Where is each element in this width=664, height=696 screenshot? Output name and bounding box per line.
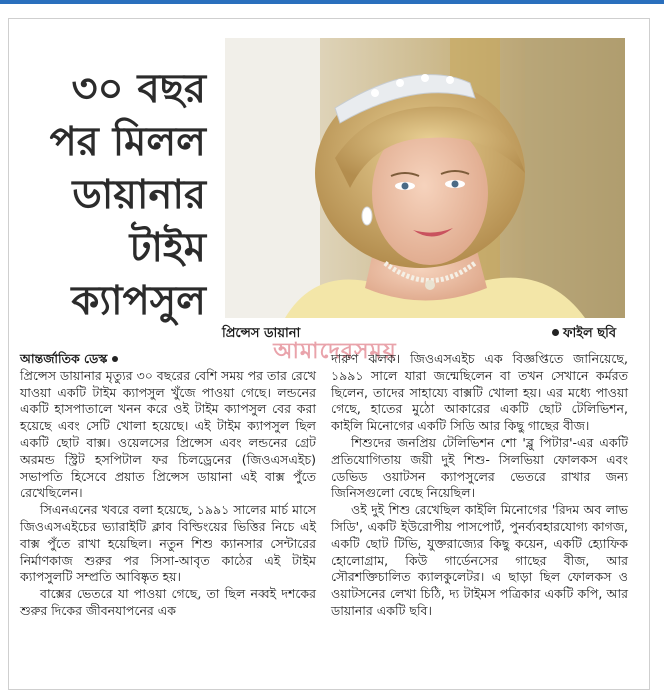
headline-line: ৩০ বছর (71, 65, 206, 112)
article-paragraph: প্রিন্সেস ডায়ানার মৃত্যুর ৩০ বছরের বেশি সময় পর তার রেখে যাওয়া একটি টাইম ক্যাপসুল খুঁজে পাওয়া গেছে। লন্ডনের একটি হাসপাতালে খনন করে ওই টাইম ক্যাপসুল বের করা হয়েছে এবং সেটি খোলা হয়েছে। এই টাইম ক্যাপসুল ছিল একটি ছোট বাক্স। ওয়েলসের প্রিন্সেস এবং লন্ডনের গ্রেট অরমন্ড স্ট্রিট হসপিটাল ফর চিলড্রেনের (জিওএসএইচ) সভাপতি হিসেবে প্রয়াত প্রিন্সেস ডায়ানা এই বাক্স পুঁতে রেখেছিলেন। (20, 367, 316, 501)
headline-line: টাইম (129, 224, 206, 271)
watermark-logo: আমাদেরসময় (273, 338, 397, 364)
portrait-illustration (225, 38, 625, 318)
article-paragraph: সিএনএনের খবরে বলা হয়েছে, ১৯৯১ সালের মার্চ মাসে জিওএসএইচের ভ্যারাইটি ক্লাব বিল্ডিংয়ের ভিত্তির নিচে এই বাক্স পুঁতে রাখা হয়েছিল। নতুন শিশু ক্যানসার সেন্টারের নির্মাণকাজ শুরুর পর সিসা-আবৃত কাঠের এই টাইম ক্যাপসুলটি সম্প্রতি আবিষ্কৃত হয়। (20, 502, 316, 585)
caption-text: ফাইল ছবি (563, 326, 617, 341)
article-column-right (331, 351, 628, 620)
headline-line: ডায়ানার (72, 171, 206, 218)
top-accent-bar (0, 0, 664, 4)
article-column-left (20, 351, 316, 620)
bullet-icon (112, 356, 118, 362)
headline-line: পর মিলল (49, 118, 206, 165)
article-paragraph: ওই দুই শিশু রেখেছিল কাইলি মিনোগের 'রিদম অব লাভ সিডি', একটি ইউরোপীয় পাসপোর্ট, পুনর্ব্যবহারযোগ্য কাগজ, একটি ছোট টিভি, যুক্তরাজ্যের কিছু কয়েন, একটি হ্যোফিক হোলোগ্রাম, কিউ গার্ডেনসের গাছের বীজ, আর সৌরশক্তিচালিত ক্যালকুলেটর। এ ছাড়া ছিল ফোলকস ও ওয়াটসনের লেখা চিঠি, দ্য টাইমস পত্রিকার একটি কপি, আর ডায়ানার একটি ছবি। (331, 502, 628, 618)
desk-label (20, 351, 316, 368)
caption-text: প্রিন্সেস ডায়ানা (222, 326, 301, 341)
article-paragraph: দারুণ ঝলক। জিওএসএইচ এক বিজ্ঞপ্তিতে জানিয়েছে, ১৯৯১ সালে যারা জন্মেছিলেন বা তখন সেখানে কর্মরত ছিলেন, তাদের সাহায্যে বাক্সটি খোলা হয়। এর মধ্যে পাওয়া গেছে, হাতের মুঠো আকারের একটি ছোট টেলিভিশন, কাইলি মিনোগের একটি সিডি আর কিছু গাছের বীজ। (331, 351, 628, 434)
article-paragraph: বাক্সের ভেতরে যা পাওয়া গেছে, তা ছিল নব্বই দশকের শুরুর দিকের জীবনযাপনের এক (20, 586, 316, 618)
headline-line: ক্যাপসুল (71, 277, 206, 324)
desk-text: আন্তর্জাতিক ডেস্ক (20, 351, 108, 366)
article-paragraph: শিশুদের জনপ্রিয় টেলিভিশন শো 'ব্লু পিটার'-এর একটি প্রতিযোগিতায় জয়ী দুই শিশু- সিলভিয়া ফোলকস এবং ডেভিড ওয়াটসন ক্যাপসুলের ভেতরে রাখার জন্য জিনিসগুলো বেছে নিয়েছিল। (331, 434, 628, 501)
news-photo (225, 38, 625, 318)
bullet-icon (552, 329, 559, 336)
photo-caption-credit (552, 324, 616, 345)
headline (26, 62, 206, 327)
